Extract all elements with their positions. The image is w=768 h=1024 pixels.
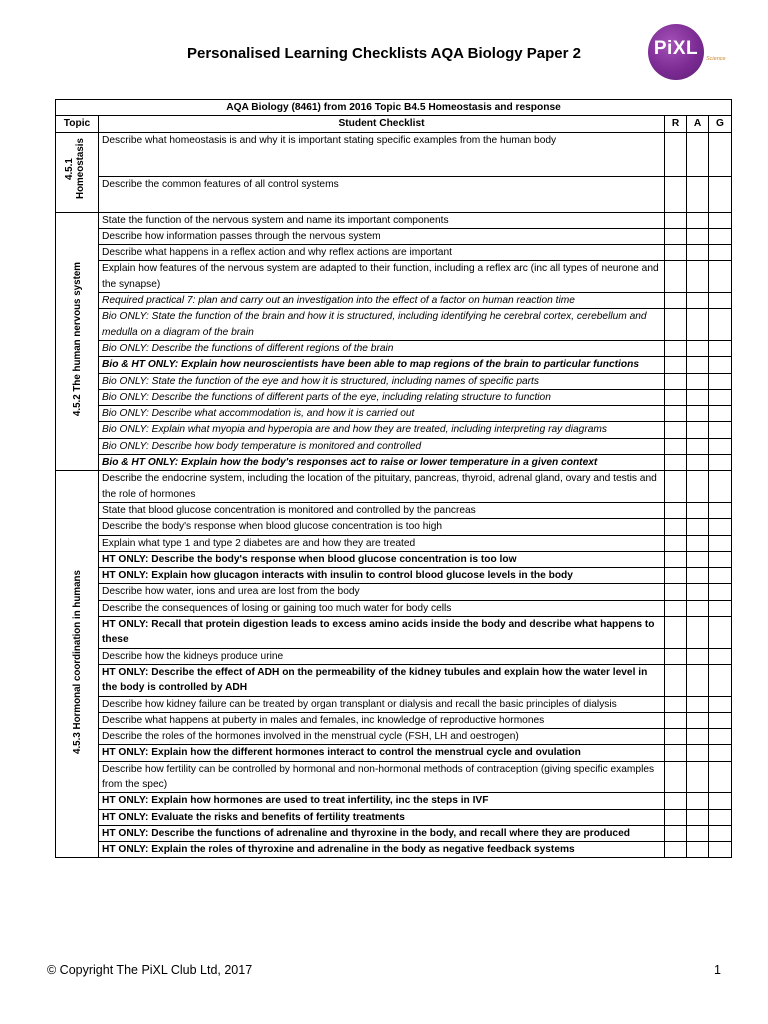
topic-label: 4.5.2 The human nervous system bbox=[71, 261, 83, 416]
table-row bbox=[56, 293, 732, 309]
rag-r-cell[interactable] bbox=[665, 809, 687, 825]
checklist-item: Bio & HT ONLY: Explain how neuroscientists have been able to map regions of the brain to particular functions bbox=[99, 357, 665, 373]
rag-r-cell[interactable] bbox=[665, 502, 687, 518]
checklist-item: Describe the roles of the hormones involved in the menstrual cycle (FSH, LH and oestrogen) bbox=[99, 729, 665, 745]
column-header-checklist: Student Checklist bbox=[99, 116, 665, 132]
table-row bbox=[56, 729, 732, 745]
topic-cell bbox=[56, 471, 99, 858]
rag-g-cell[interactable] bbox=[709, 502, 732, 518]
rag-a-cell[interactable] bbox=[687, 340, 709, 356]
page-number: 1 bbox=[714, 963, 721, 977]
rag-g-cell[interactable] bbox=[709, 340, 732, 356]
checklist-item: Describe how information passes through the nervous system bbox=[99, 228, 665, 244]
logo-subtext: Science bbox=[706, 56, 726, 62]
table-row bbox=[56, 357, 732, 373]
rag-g-cell[interactable] bbox=[709, 455, 732, 471]
table-row bbox=[56, 422, 732, 438]
rag-g-cell[interactable] bbox=[709, 535, 732, 551]
checklist-item: Required practical 7: plan and carry out an investigation into the effect of a factor on human reaction time bbox=[99, 293, 665, 309]
rag-r-cell[interactable] bbox=[665, 761, 687, 793]
rag-a-cell[interactable] bbox=[687, 228, 709, 244]
rag-r-cell[interactable] bbox=[665, 551, 687, 567]
rag-g-cell[interactable] bbox=[709, 600, 732, 616]
rag-a-cell[interactable] bbox=[687, 648, 709, 664]
rag-g-cell[interactable] bbox=[709, 729, 732, 745]
table-row bbox=[56, 535, 732, 551]
rag-a-cell[interactable] bbox=[687, 535, 709, 551]
checklist-item: Describe what happens in a reflex action and why reflex actions are important bbox=[99, 245, 665, 261]
table-row bbox=[56, 842, 732, 858]
rag-g-cell[interactable] bbox=[709, 793, 732, 809]
rag-g-cell[interactable] bbox=[709, 648, 732, 664]
rag-r-cell[interactable] bbox=[665, 825, 687, 841]
rag-r-cell[interactable] bbox=[665, 842, 687, 858]
table-row bbox=[56, 617, 732, 649]
rag-g-cell[interactable] bbox=[709, 842, 732, 858]
rag-g-cell[interactable] bbox=[709, 617, 732, 649]
table-row bbox=[56, 584, 732, 600]
rag-r-cell[interactable] bbox=[665, 309, 687, 341]
rag-a-cell[interactable] bbox=[687, 568, 709, 584]
rag-g-cell[interactable] bbox=[709, 176, 732, 212]
rag-a-cell[interactable] bbox=[687, 809, 709, 825]
rag-r-cell[interactable] bbox=[665, 696, 687, 712]
rag-r-cell[interactable] bbox=[665, 584, 687, 600]
rag-r-cell[interactable] bbox=[665, 261, 687, 293]
column-header-topic: Topic bbox=[56, 116, 99, 132]
rag-a-cell[interactable] bbox=[687, 309, 709, 341]
table-row bbox=[56, 519, 732, 535]
table-row bbox=[56, 471, 732, 503]
checklist-item: Describe how kidney failure can be treated by organ transplant or dialysis and recall the basic principles of dialysis bbox=[99, 696, 665, 712]
rag-a-cell[interactable] bbox=[687, 455, 709, 471]
rag-a-cell[interactable] bbox=[687, 761, 709, 793]
table-row bbox=[56, 664, 732, 696]
logo-text: PiXL bbox=[653, 38, 699, 59]
rag-r-cell[interactable] bbox=[665, 600, 687, 616]
rag-r-cell[interactable] bbox=[665, 406, 687, 422]
rag-g-cell[interactable] bbox=[709, 261, 732, 293]
rag-a-cell[interactable] bbox=[687, 293, 709, 309]
rag-g-cell[interactable] bbox=[709, 212, 732, 228]
table-row bbox=[56, 212, 732, 228]
rag-a-cell[interactable] bbox=[687, 793, 709, 809]
table-row bbox=[56, 712, 732, 728]
checklist-item: Bio ONLY: Describe what accommodation is, and how it is carried out bbox=[99, 406, 665, 422]
rag-r-cell[interactable] bbox=[665, 745, 687, 761]
rag-g-cell[interactable] bbox=[709, 438, 732, 454]
checklist-item: Explain what type 1 and type 2 diabetes are and how they are treated bbox=[99, 535, 665, 551]
rag-g-cell[interactable] bbox=[709, 519, 732, 535]
table-row bbox=[56, 761, 732, 793]
rag-r-cell[interactable] bbox=[665, 664, 687, 696]
rag-g-cell[interactable] bbox=[709, 584, 732, 600]
rag-g-cell[interactable] bbox=[709, 309, 732, 341]
rag-a-cell[interactable] bbox=[687, 438, 709, 454]
rag-a-cell[interactable] bbox=[687, 600, 709, 616]
rag-g-cell[interactable] bbox=[709, 568, 732, 584]
rag-r-cell[interactable] bbox=[665, 519, 687, 535]
table-row bbox=[56, 551, 732, 567]
checklist-item: State that blood glucose concentration is monitored and controlled by the pancreas bbox=[99, 502, 665, 518]
rag-g-cell[interactable] bbox=[709, 228, 732, 244]
checklist-item: Describe the common features of all control systems bbox=[99, 176, 665, 212]
table-row bbox=[56, 809, 732, 825]
rag-r-cell[interactable] bbox=[665, 373, 687, 389]
table-row bbox=[56, 132, 732, 176]
rag-g-cell[interactable] bbox=[709, 809, 732, 825]
table-row bbox=[56, 438, 732, 454]
rag-g-cell[interactable] bbox=[709, 745, 732, 761]
rag-r-cell[interactable] bbox=[665, 422, 687, 438]
rag-a-cell[interactable] bbox=[687, 471, 709, 503]
rag-g-cell[interactable] bbox=[709, 712, 732, 728]
rag-g-cell[interactable] bbox=[709, 696, 732, 712]
checklist-item: Bio ONLY: Describe the functions of different parts of the eye, including relating structure to function bbox=[99, 389, 665, 405]
column-header-g: G bbox=[709, 116, 732, 132]
copyright-notice: © Copyright The PiXL Club Ltd, 2017 bbox=[47, 963, 253, 977]
rag-r-cell[interactable] bbox=[665, 132, 687, 176]
table-row bbox=[56, 176, 732, 212]
rag-g-cell[interactable] bbox=[709, 132, 732, 176]
table-title: AQA Biology (8461) from 2016 Topic B4.5 Homeostasis and response bbox=[56, 100, 732, 116]
rag-a-cell[interactable] bbox=[687, 745, 709, 761]
table-row bbox=[56, 455, 732, 471]
table-row bbox=[56, 406, 732, 422]
checklist-item: HT ONLY: Evaluate the risks and benefits of fertility treatments bbox=[99, 809, 665, 825]
rag-r-cell[interactable] bbox=[665, 793, 687, 809]
rag-a-cell[interactable] bbox=[687, 842, 709, 858]
checklist-item: Describe how fertility can be controlled by hormonal and non-hormonal methods of contraception (giving specific examples from the spec) bbox=[99, 761, 665, 793]
topic-cell bbox=[56, 132, 99, 212]
rag-r-cell[interactable] bbox=[665, 712, 687, 728]
checklist-item: Explain how features of the nervous system are adapted to their function, including a reflex arc (inc all types of neurone and the synapse) bbox=[99, 261, 665, 293]
table-row bbox=[56, 228, 732, 244]
rag-a-cell[interactable] bbox=[687, 825, 709, 841]
rag-r-cell[interactable] bbox=[665, 176, 687, 212]
rag-r-cell[interactable] bbox=[665, 389, 687, 405]
checklist-item: Describe the body's response when blood glucose concentration is too high bbox=[99, 519, 665, 535]
table-row bbox=[56, 389, 732, 405]
rag-a-cell[interactable] bbox=[687, 245, 709, 261]
rag-a-cell[interactable] bbox=[687, 664, 709, 696]
checklist-item: HT ONLY: Explain the roles of thyroxine and adrenaline in the body as negative feedback systems bbox=[99, 842, 665, 858]
table-row bbox=[56, 600, 732, 616]
rag-r-cell[interactable] bbox=[665, 340, 687, 356]
table-row bbox=[56, 245, 732, 261]
checklist-item: Describe how water, ions and urea are lost from the body bbox=[99, 584, 665, 600]
topic-label: 4.5.3 Hormonal coordination in humans bbox=[71, 569, 83, 754]
rag-a-cell[interactable] bbox=[687, 261, 709, 293]
rag-r-cell[interactable] bbox=[665, 293, 687, 309]
rag-a-cell[interactable] bbox=[687, 584, 709, 600]
checklist-item: Describe the consequences of losing or gaining too much water for body cells bbox=[99, 600, 665, 616]
topic-label: 4.5.1 Homeostasis bbox=[64, 138, 86, 200]
rag-g-cell[interactable] bbox=[709, 761, 732, 793]
rag-g-cell[interactable] bbox=[709, 373, 732, 389]
rag-a-cell[interactable] bbox=[687, 519, 709, 535]
checklist-item: State the function of the nervous system and name its important components bbox=[99, 212, 665, 228]
checklist-item: Bio ONLY: Explain what myopia and hyperopia are and how they are treated, including interpreting ray diagrams bbox=[99, 422, 665, 438]
page-title: Personalised Learning Checklists AQA Biology Paper 2 bbox=[186, 45, 581, 62]
checklist-item: HT ONLY: Describe the body's response when blood glucose concentration is too low bbox=[99, 551, 665, 567]
rag-a-cell[interactable] bbox=[687, 502, 709, 518]
checklist-item: Bio ONLY: Describe how body temperature is monitored and controlled bbox=[99, 438, 665, 454]
table-row bbox=[56, 825, 732, 841]
table-row bbox=[56, 502, 732, 518]
rag-a-cell[interactable] bbox=[687, 729, 709, 745]
checklist-item: HT ONLY: Describe the effect of ADH on the permeability of the kidney tubules and explain how the water level in the body is controlled by ADH bbox=[99, 664, 665, 696]
table-row bbox=[56, 745, 732, 761]
checklist-item: Describe how the kidneys produce urine bbox=[99, 648, 665, 664]
checklist-item: Bio & HT ONLY: Explain how the body's responses act to raise or lower temperature in a given context bbox=[99, 455, 665, 471]
rag-r-cell[interactable] bbox=[665, 568, 687, 584]
rag-a-cell[interactable] bbox=[687, 422, 709, 438]
checklist-item: Bio ONLY: State the function of the eye and how it is structured, including names of specific parts bbox=[99, 373, 665, 389]
rag-g-cell[interactable] bbox=[709, 389, 732, 405]
rag-r-cell[interactable] bbox=[665, 455, 687, 471]
rag-g-cell[interactable] bbox=[709, 664, 732, 696]
table-row bbox=[56, 373, 732, 389]
checklist-item: Bio ONLY: State the function of the brain and how it is structured, including identifying he cerebral cortex, cerebellum and medulla on a diagram of the brain bbox=[99, 309, 665, 341]
topic-cell bbox=[56, 212, 99, 471]
rag-r-cell[interactable] bbox=[665, 535, 687, 551]
table-row bbox=[56, 568, 732, 584]
rag-r-cell[interactable] bbox=[665, 357, 687, 373]
rag-r-cell[interactable] bbox=[665, 729, 687, 745]
rag-a-cell[interactable] bbox=[687, 132, 709, 176]
checklist-item: HT ONLY: Explain how hormones are used to treat infertility, inc the steps in IVF bbox=[99, 793, 665, 809]
rag-a-cell[interactable] bbox=[687, 389, 709, 405]
rag-a-cell[interactable] bbox=[687, 406, 709, 422]
rag-r-cell[interactable] bbox=[665, 212, 687, 228]
table-row bbox=[56, 648, 732, 664]
table-row bbox=[56, 261, 732, 293]
checklist-table bbox=[55, 99, 732, 858]
rag-a-cell[interactable] bbox=[687, 373, 709, 389]
table-row bbox=[56, 340, 732, 356]
rag-a-cell[interactable] bbox=[687, 712, 709, 728]
rag-r-cell[interactable] bbox=[665, 228, 687, 244]
rag-g-cell[interactable] bbox=[709, 825, 732, 841]
rag-a-cell[interactable] bbox=[687, 176, 709, 212]
rag-g-cell[interactable] bbox=[709, 245, 732, 261]
pixl-logo bbox=[648, 24, 704, 80]
rag-r-cell[interactable] bbox=[665, 245, 687, 261]
rag-r-cell[interactable] bbox=[665, 471, 687, 503]
rag-g-cell[interactable] bbox=[709, 422, 732, 438]
table-row bbox=[56, 696, 732, 712]
checklist-item: HT ONLY: Recall that protein digestion leads to excess amino acids inside the body and describe what happens to these bbox=[99, 617, 665, 649]
rag-g-cell[interactable] bbox=[709, 551, 732, 567]
checklist-item: HT ONLY: Explain how the different hormones interact to control the menstrual cycle and ovulation bbox=[99, 745, 665, 761]
rag-a-cell[interactable] bbox=[687, 551, 709, 567]
table-row bbox=[56, 793, 732, 809]
rag-g-cell[interactable] bbox=[709, 471, 732, 503]
checklist-item: Describe the endocrine system, including the location of the pituitary, pancreas, thyroid, adrenal gland, ovary and testis and the role of hormones bbox=[99, 471, 665, 503]
rag-r-cell[interactable] bbox=[665, 617, 687, 649]
rag-a-cell[interactable] bbox=[687, 617, 709, 649]
rag-r-cell[interactable] bbox=[665, 438, 687, 454]
rag-g-cell[interactable] bbox=[709, 357, 732, 373]
checklist-item: Describe what homeostasis is and why it is important stating specific examples from the human body bbox=[99, 132, 665, 176]
column-header-a: A bbox=[687, 116, 709, 132]
rag-a-cell[interactable] bbox=[687, 357, 709, 373]
rag-a-cell[interactable] bbox=[687, 212, 709, 228]
table-row bbox=[56, 309, 732, 341]
rag-g-cell[interactable] bbox=[709, 293, 732, 309]
checklist-item: Bio ONLY: Describe the functions of different regions of the brain bbox=[99, 340, 665, 356]
checklist-item: HT ONLY: Describe the functions of adrenaline and thyroxine in the body, and recall where they are produced bbox=[99, 825, 665, 841]
rag-a-cell[interactable] bbox=[687, 696, 709, 712]
checklist-item: HT ONLY: Explain how glucagon interacts with insulin to control blood glucose levels in the body bbox=[99, 568, 665, 584]
column-header-r: R bbox=[665, 116, 687, 132]
checklist-item: Describe what happens at puberty in males and females, inc knowledge of reproductive hormones bbox=[99, 712, 665, 728]
rag-g-cell[interactable] bbox=[709, 406, 732, 422]
rag-r-cell[interactable] bbox=[665, 648, 687, 664]
